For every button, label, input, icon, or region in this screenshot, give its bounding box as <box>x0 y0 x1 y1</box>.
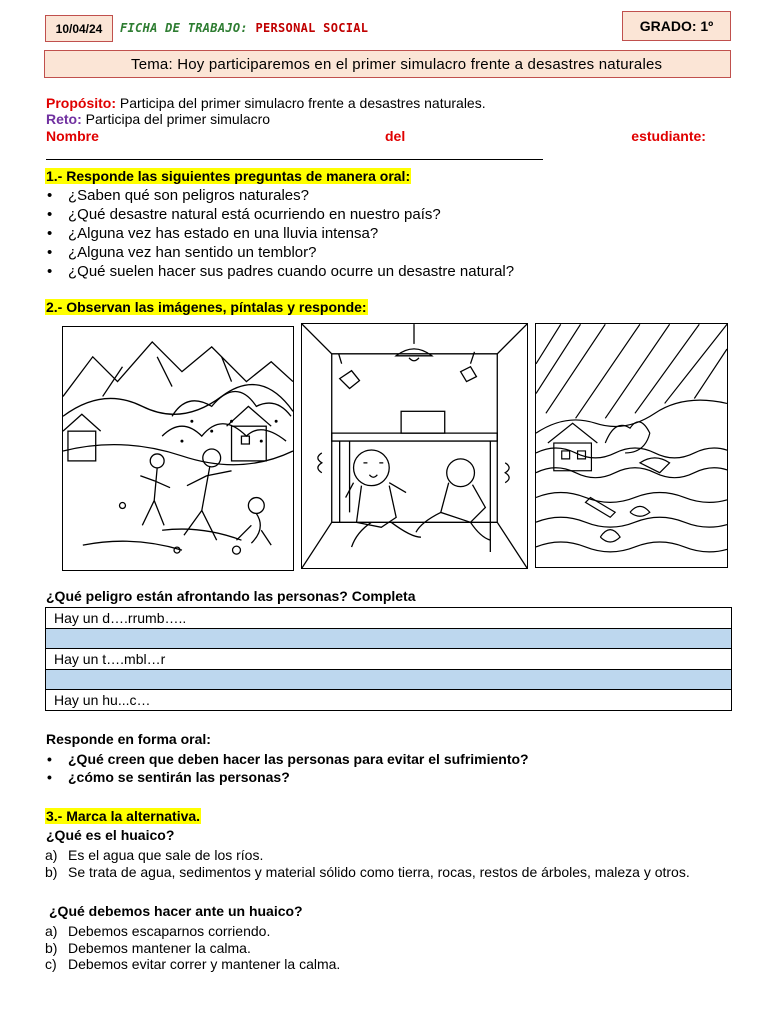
oral-response-2: • ¿cómo se sentirán las personas? <box>45 768 529 786</box>
earthquake-illustration-icon <box>302 324 527 568</box>
tema-box <box>44 50 731 78</box>
section3-title <box>45 808 201 824</box>
option-text: Debemos escaparnos corriendo. <box>68 923 271 939</box>
action-question: ¿Qué debemos hacer ante un huaico? <box>49 903 303 919</box>
reto-line <box>46 111 270 127</box>
option-letter: c) <box>45 956 57 972</box>
huaico-option-b[interactable] <box>45 864 690 881</box>
date-box <box>45 15 113 42</box>
section2-title <box>45 299 368 315</box>
table-row[interactable] <box>46 649 732 670</box>
table-row[interactable] <box>46 628 732 649</box>
oral-question-5: • ¿Qué suelen hacer sus padres cuando ocurre un desastre natural? <box>45 262 514 281</box>
ficha-title <box>120 21 368 35</box>
grade-text: GRADO: 1º <box>639 18 714 34</box>
answer-cell-5[interactable]: Hay un hu...c… <box>46 690 732 711</box>
answer-table <box>45 607 732 711</box>
proposito-line <box>46 95 486 111</box>
subject-label: PERSONAL SOCIAL <box>255 21 369 35</box>
reto-label: Reto: <box>46 111 82 127</box>
action-option-c[interactable] <box>45 956 340 973</box>
section1-title <box>45 168 411 184</box>
landslide-image[interactable] <box>62 326 294 571</box>
option-text: Debemos mantener la calma. <box>68 939 251 956</box>
flood-illustration-icon <box>536 324 727 567</box>
section1-questions <box>45 186 514 281</box>
oral-response-title: Responde en forma oral: <box>46 731 211 747</box>
flood-image[interactable] <box>535 323 728 568</box>
answer-cell-4[interactable] <box>46 669 732 690</box>
landslide-illustration-icon <box>63 327 293 570</box>
proposito-label: Propósito: <box>46 95 116 111</box>
option-text: Se trata de agua, sedimentos y material sólido como tierra, rocas, restos de árboles, maleza y otros. <box>68 863 690 880</box>
section1-title-text: 1.- Responde las siguientes preguntas de manera oral: <box>46 168 411 184</box>
oral-response-list <box>45 750 529 786</box>
table-row[interactable] <box>46 690 732 711</box>
earthquake-image[interactable] <box>301 323 528 569</box>
huaico-option-a[interactable] <box>45 847 690 864</box>
name-blank-line[interactable] <box>46 159 543 160</box>
proposito-text: Participa del primer simulacro frente a desastres naturales. <box>116 95 486 111</box>
section2-title-text: 2.- Observan las imágenes, píntalas y responde: <box>46 299 367 315</box>
date-text: 10/04/24 <box>55 21 103 36</box>
complete-question: ¿Qué peligro están afrontando las personas? Completa <box>46 588 416 604</box>
option-text: Es el agua que sale de los ríos. <box>68 847 264 863</box>
answer-cell-1[interactable]: Hay un d….rrumb….. <box>46 608 732 629</box>
section3-title-text: 3.- Marca la alternativa. <box>46 808 201 824</box>
grade-box <box>622 11 731 41</box>
oral-question-3: • ¿Alguna vez has estado en una lluvia intensa? <box>45 224 514 243</box>
option-text: Debemos evitar correr y mantener la calma. <box>68 956 341 972</box>
nombre-word-1: Nombre <box>46 128 99 144</box>
table-row[interactable] <box>46 608 732 629</box>
option-letter: a) <box>45 923 58 939</box>
oral-question-2: • ¿Qué desastre natural está ocurriendo en nuestro país? <box>45 205 514 224</box>
option-letter: a) <box>45 847 58 863</box>
oral-response-1: • ¿Qué creen que deben hacer las personas para evitar el sufrimiento? <box>45 750 529 768</box>
tema-text: Tema: Hoy participaremos en el primer simulacro frente a desastres naturales <box>131 55 663 73</box>
nombre-word-3: estudiante: <box>631 128 706 144</box>
action-option-a[interactable] <box>45 923 340 940</box>
action-option-b[interactable] <box>45 940 340 957</box>
answer-cell-3[interactable]: Hay un t….mbl…r <box>46 649 732 670</box>
nombre-word-2: del <box>384 128 406 144</box>
oral-question-4: • ¿Alguna vez han sentido un temblor? <box>45 243 514 262</box>
option-letter: b) <box>45 863 58 880</box>
nombre-row <box>46 128 706 144</box>
action-options <box>45 923 340 973</box>
table-row[interactable] <box>46 669 732 690</box>
reto-text: Participa del primer simulacro <box>81 111 271 127</box>
huaico-options <box>45 847 690 880</box>
answer-cell-2[interactable] <box>46 628 732 649</box>
huaico-question: ¿Qué es el huaico? <box>46 827 175 843</box>
oral-question-1: • ¿Saben qué son peligros naturales? <box>45 186 514 205</box>
ficha-label: FICHA DE TRABAJO: <box>120 21 248 35</box>
option-letter: b) <box>45 939 58 956</box>
